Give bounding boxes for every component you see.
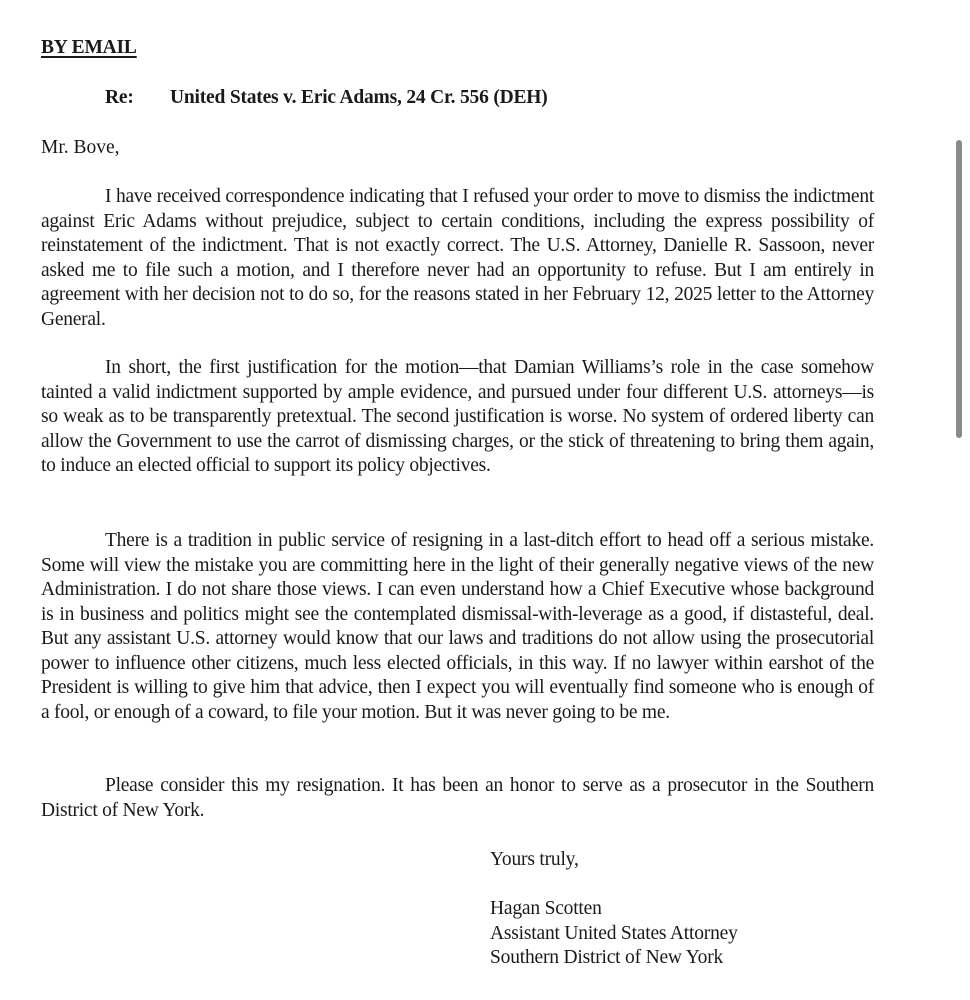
vertical-scrollbar[interactable]	[956, 140, 962, 438]
body-paragraph-3: There is a tradition in public service of resigning in a last-ditch effort to head off a serious mistake. Some will view the mistake you are committing here in the light of their generally negative views of the new Administration. I do not share those views. I can even understand how a Chief Executive whose background is in business and politics might see the contemplated dismissal-with-leverage as a good, if distasteful, deal. But any assistant U.S. attorney would know that our laws and traditions do not allow using the prosecutorial power to influence other citizens, much less elected officials, in this way. If no lawyer within earshot of the President is willing to give him that advice, then I expect you will eventually find someone who is enough of a fool, or enough of a coward, to file your motion. But it was never going to be me.	[41, 530, 874, 723]
body-paragraph-2: In short, the first justification for the motion—that Damian Williams’s role in the case somehow tainted a valid indictment supported by ample evidence, and pursued under four different U.S. attorneys—is so weak as to be transparently pretextual. The second justification is worse. No system of ordered liberty can allow the Government to use the carrot of dismissing charges, or the stick of threatening to bring them again, to induce an elected official to support its policy objectives.	[41, 357, 874, 476]
signer-name: Hagan Scotten	[490, 898, 602, 919]
signer-title: Assistant United States Attorney	[490, 922, 738, 944]
case-caption: United States v. Eric Adams, 24 Cr. 556 (DEH)	[170, 87, 548, 108]
signature-block	[490, 897, 738, 971]
re-label: Re:	[105, 87, 134, 108]
re-subject-line	[105, 87, 548, 109]
body-paragraph-4: Please consider this my resignation. It has been an honor to serve as a prosecutor in the Southern District of New York.	[41, 775, 874, 821]
salutation: Mr. Bove,	[41, 137, 120, 158]
signer-office: Southern District of New York	[490, 947, 724, 968]
delivery-method-heading: BY EMAIL	[41, 37, 137, 58]
valediction: Yours truly,	[490, 849, 579, 870]
body-paragraph-1: I have received correspondence indicating that I refused your order to move to dismiss the indictment against Eric Adams without prejudice, subject to certain conditions, including the express possibility of reinstatement of the indictment. That is not exactly correct. The U.S. Attorney, Danielle R. Sassoon, never asked me to file such a motion, and I therefore never had an opportunity to refuse. But I am entirely in agreement with her decision not to do so, for the reasons stated in her February 12, 2025 letter to the Attorney General.	[41, 186, 874, 330]
